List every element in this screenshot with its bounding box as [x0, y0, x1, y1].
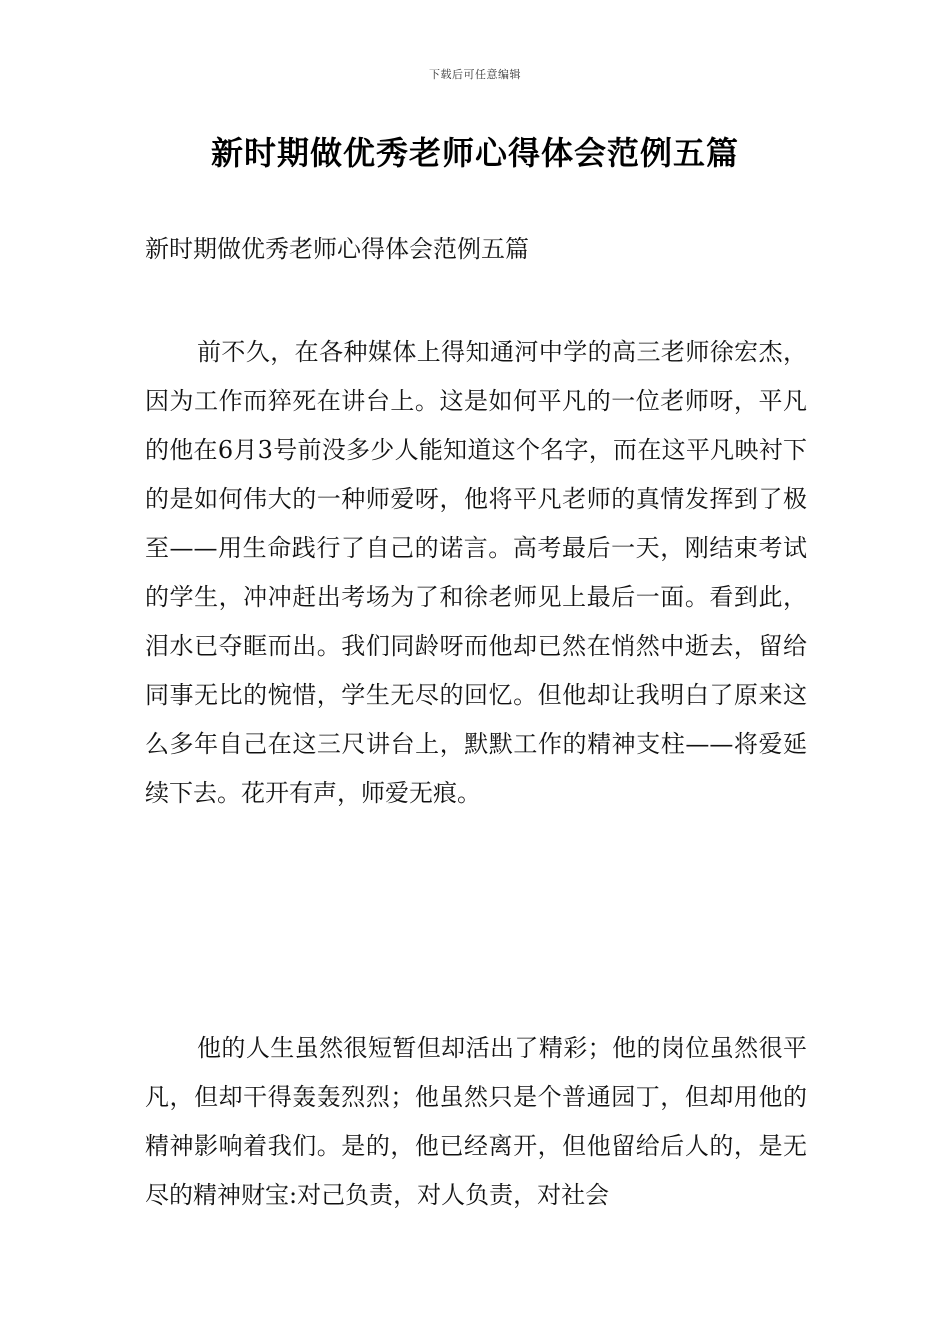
body-paragraph: 他的人生虽然很短暂但却活出了精彩；他的岗位虽然很平凡，但却干得轰轰烈烈；他虽然只是个普通园丁，但却用他的精神影响着我们。是的，他已经离开，但他留给后人的，是无尽的精神财宝:对己负责，对人负责，对社会	[145, 1034, 807, 1209]
body-paragraph: 前不久，在各种媒体上得知通河中学的高三老师徐宏杰，因为工作而猝死在讲台上。这是如何平凡的一位老师呀，平凡的他在6月3号前没多少人能知道这个名字，而在这平凡映衬下的是如何伟大的一种师爱呀，他将平凡老师的真情发挥到了极至——用生命践行了自己的诺言。高考最后一天，刚结束考试的学生，冲冲赶出考场为了和徐老师见上最后一面。看到此，泪水已夺眶而出。我们同龄呀而他却已然在悄然中逝去，留给同事无比的惋惜，学生无尽的回忆。但他却让我明白了原来这么多年自己在这三尺讲台上，默默工作的精神支柱——将爱延续下去。花开有声，师爱无痕。	[145, 338, 807, 807]
document-title: 新时期做优秀老师心得体会范例五篇	[210, 134, 739, 172]
document-subtitle: 新时期做优秀老师心得体会范例五篇	[145, 235, 529, 263]
header-note: 下载后可任意编辑	[429, 68, 521, 81]
